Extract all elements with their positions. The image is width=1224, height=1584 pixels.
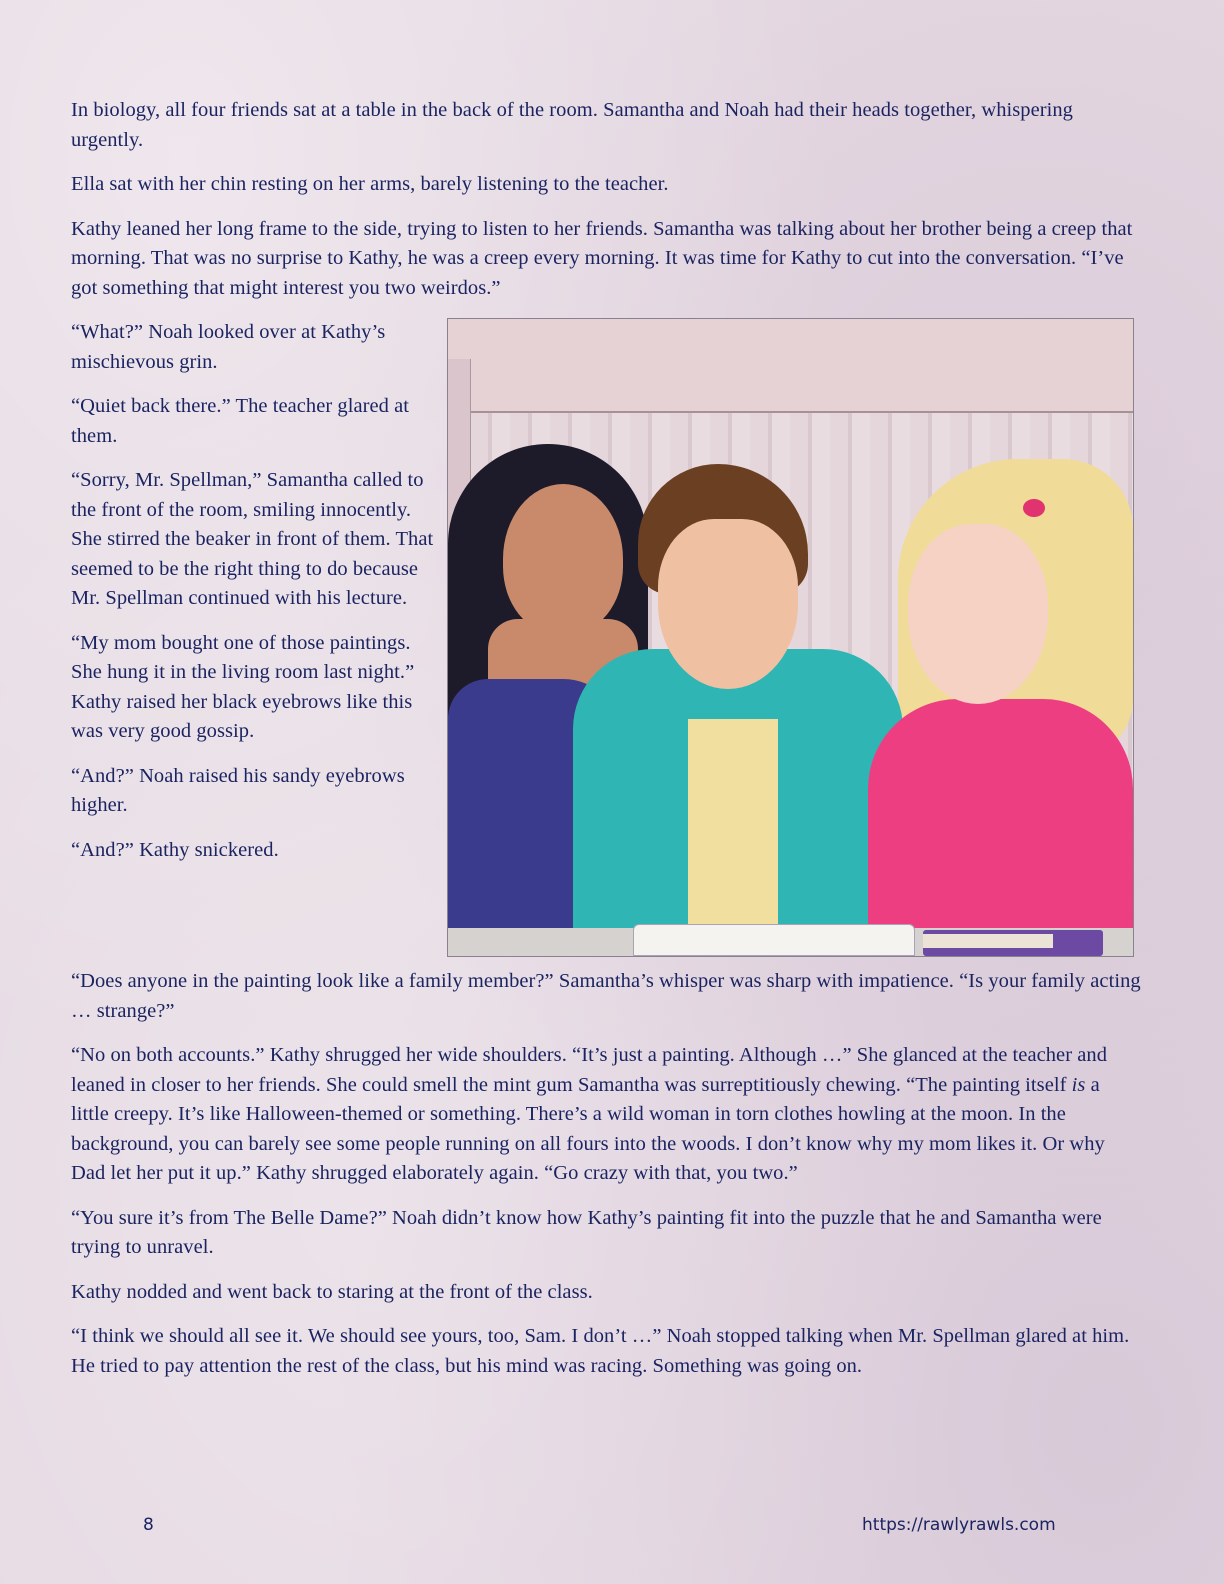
- paragraph: “And?” Noah raised his sandy eyebrows higher.: [71, 764, 405, 816]
- ceiling: [448, 319, 1133, 413]
- page-number: 8: [143, 1515, 154, 1535]
- yellow-tee: [688, 719, 778, 957]
- paragraph: Kathy nodded and went back to staring at the front of the class.: [71, 1280, 593, 1303]
- footer-url-link[interactable]: https://rawlyrawls.com: [862, 1515, 1056, 1535]
- paragraph: “My mom bought one of those paintings. She hung it in the living room last night.” Kathy raised her black eyebrows like this was very good gossip.: [71, 631, 415, 742]
- blonde-girl-face: [908, 524, 1048, 704]
- paragraph: “I think we should all see it. We should see yours, too, Sam. I don’t …” Noah stopped talking when Mr. Spellman glared at him. He tried to pay attention the rest of the class, but his mind was racing. Something was going on.: [71, 1325, 1130, 1377]
- paragraph: Ella sat with her chin resting on her arms, barely listening to the teacher.: [71, 173, 669, 195]
- dark-haired-girl-face: [503, 484, 623, 634]
- paragraph: “No on both accounts.” Kathy shrugged her wide shoulders. “It’s just a painting. Although …” She glanced at the teacher and leaned in closer to her friends. She could smell the mint gum Samantha was surreptitiously chewing. “The painting itself is a little creepy. It’s like Halloween-themed or something. There’s a wild woman in torn clothes howling at the moon. In the background, you can barely see some people running on all fours into the woods. I don’t know why my mom likes it. Or why Dad let her put it up.” Kathy shrugged elaborately again. “Go crazy with that, you two.”: [71, 1044, 1108, 1184]
- open-book: [633, 924, 915, 956]
- paragraph: “What?” Noah looked over at Kathy’s mischievous grin.: [71, 321, 386, 373]
- text-wrap-section: [71, 318, 1141, 968]
- boy-face: [658, 519, 798, 689]
- illustration: [447, 318, 1134, 957]
- side-column: [71, 318, 441, 968]
- pink-scrunchie: [1023, 499, 1045, 517]
- paragraph: “Sorry, Mr. Spellman,” Samantha called to the front of the room, smiling innocently. She stirred the beaker in front of them. That seemed to be the right thing to do because Mr. Spellman continued with his lecture.: [71, 469, 434, 609]
- paragraph: Kathy leaned her long frame to the side, trying to listen to her friends. Samantha was talking about her brother being a creep that morning. That was no surprise to Kathy, he was a creep every morning. It was time for Kathy to cut into the conversation. “I’ve got something that might interest you two weirdos.”: [71, 217, 1133, 299]
- pink-tshirt: [868, 699, 1133, 957]
- page-body: [71, 96, 1141, 1396]
- emphasis: is: [1071, 1073, 1086, 1096]
- paragraph: In biology, all four friends sat at a table in the back of the room. Samantha and Noah had their heads together, whispering urgently.: [71, 99, 1073, 151]
- paragraph: “And?” Kathy snickered.: [71, 838, 279, 861]
- paragraph: “You sure it’s from The Belle Dame?” Noah didn’t know how Kathy’s painting fit into the puzzle that he and Samantha were trying to unravel.: [71, 1206, 1102, 1258]
- paragraph: “Does anyone in the painting look like a family member?” Samantha’s whisper was sharp with impatience. “Is your family acting … strange?”: [71, 970, 1141, 1022]
- paragraph: “Quiet back there.” The teacher glared at them.: [71, 395, 410, 447]
- closed-book: [923, 930, 1103, 956]
